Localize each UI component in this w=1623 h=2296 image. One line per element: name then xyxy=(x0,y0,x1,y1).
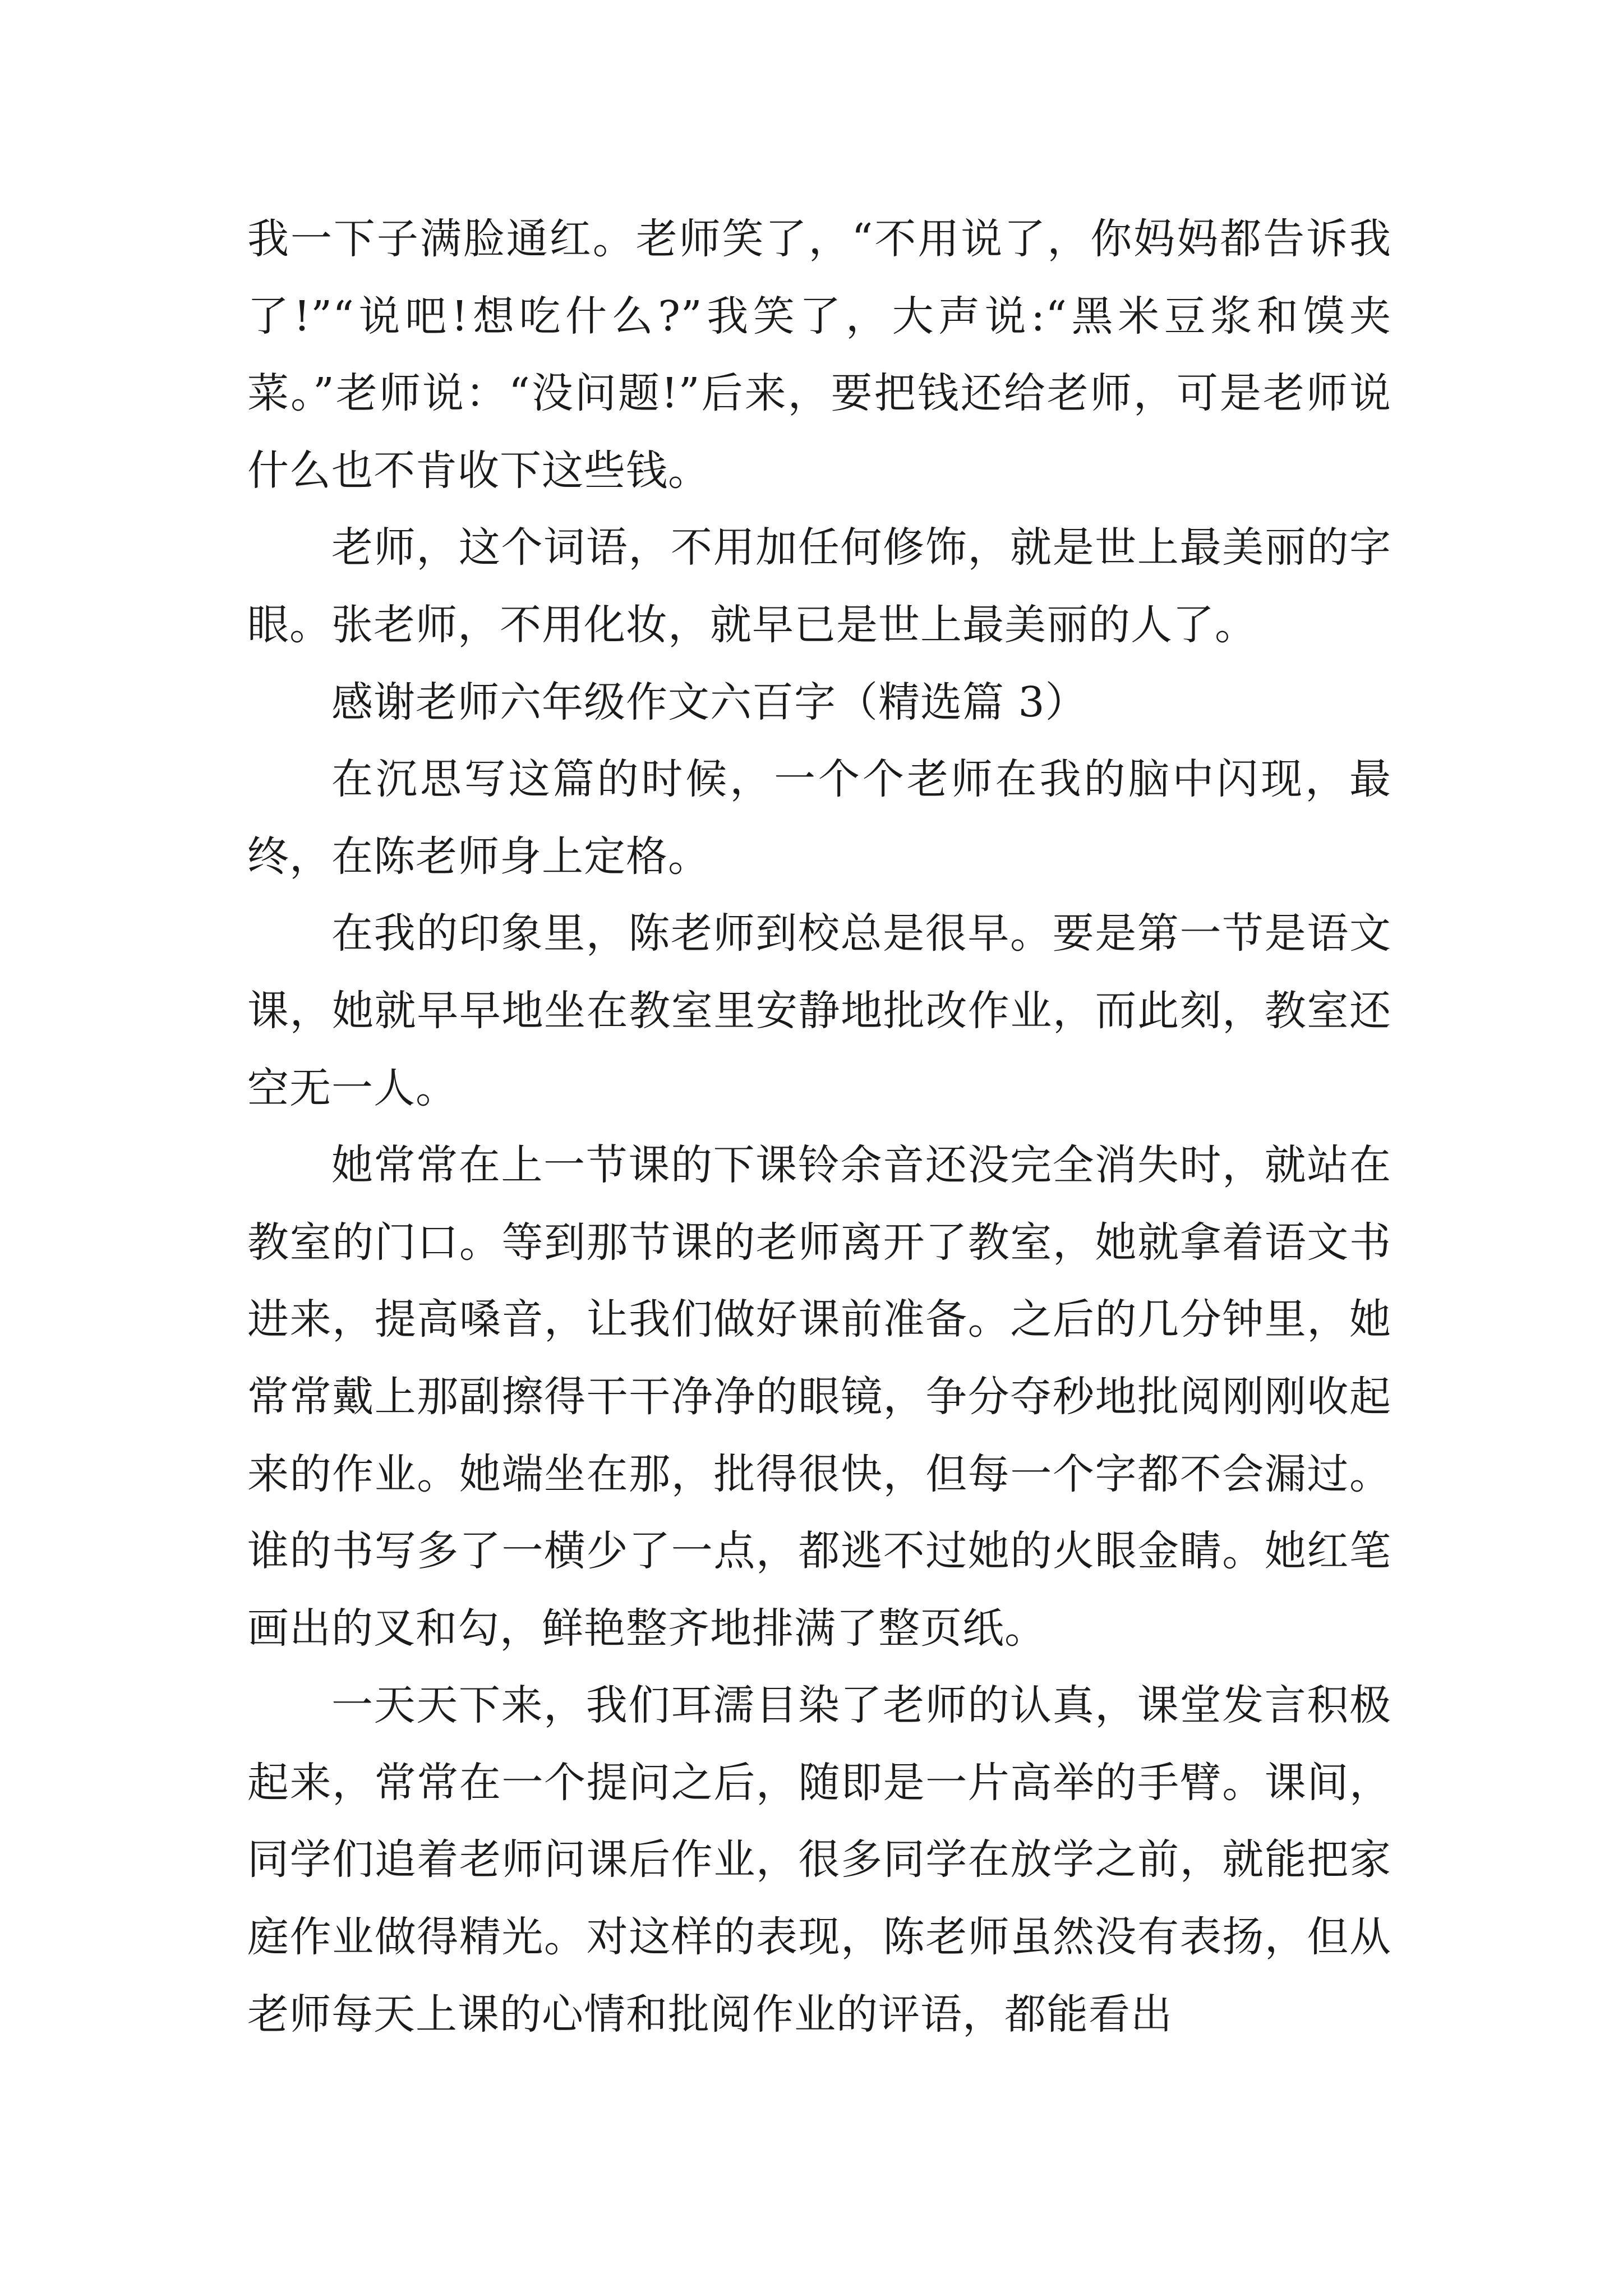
document-body xyxy=(247,201,1391,2053)
section-heading: 感谢老师六年级作文六百字（精选篇 3） xyxy=(331,678,1087,726)
paragraph: 一天天下来，我们耳濡目染了老师的认真，课堂发言积极起来，常常在一个提问之后，随即是一片高举的手臂。课间，同学们追着老师问课后作业，很多同学在放学之前，就能把家庭作业做得精光。对这样的表现，陈老师虽然没有表扬，但从老师每天上课的心情和批阅作业的评语，都能看出 xyxy=(247,1681,1391,2039)
paragraph: 在沉思写这篇的时候，一个个老师在我的脑中闪现，最终，在陈老师身上定格。 xyxy=(247,755,1391,881)
paragraph: 老师，这个词语，不用加任何修饰，就是世上最美丽的字眼。张老师，不用化妆，就早已是世上最美丽的人了。 xyxy=(247,523,1391,649)
paragraph: 在我的印象里，陈老师到校总是很早。要是第一节是语文课，她就早早地坐在教室里安静地批改作业，而此刻，教室还空无一人。 xyxy=(247,909,1391,1112)
paragraph-continuation: 我一下子满脸通红。老师笑了，“不用说了，你妈妈都告诉我了!”“说吧!想吃什么?”我笑了，大声说:“黑米豆浆和馍夹菜。”老师说：“没问题!”后来，要把钱还给老师，可是老师说什么也不肯收下这些钱。 xyxy=(247,215,1391,495)
paragraph: 她常常在上一节课的下课铃余音还没完全消失时，就站在教室的门口。等到那节课的老师离开了教室，她就拿着语文书进来，提高嗓音，让我们做好课前准备。之后的几分钟里，她常常戴上那副擦得干干净净的眼镜，争分夺秒地批阅刚刚收起来的作业。她端坐在那，批得很快，但每一个字都不会漏过。谁的书写多了一横少了一点，都逃不过她的火眼金睛。她红笔画出的叉和勾，鲜艳整齐地排满了整页纸。 xyxy=(247,1141,1391,1653)
